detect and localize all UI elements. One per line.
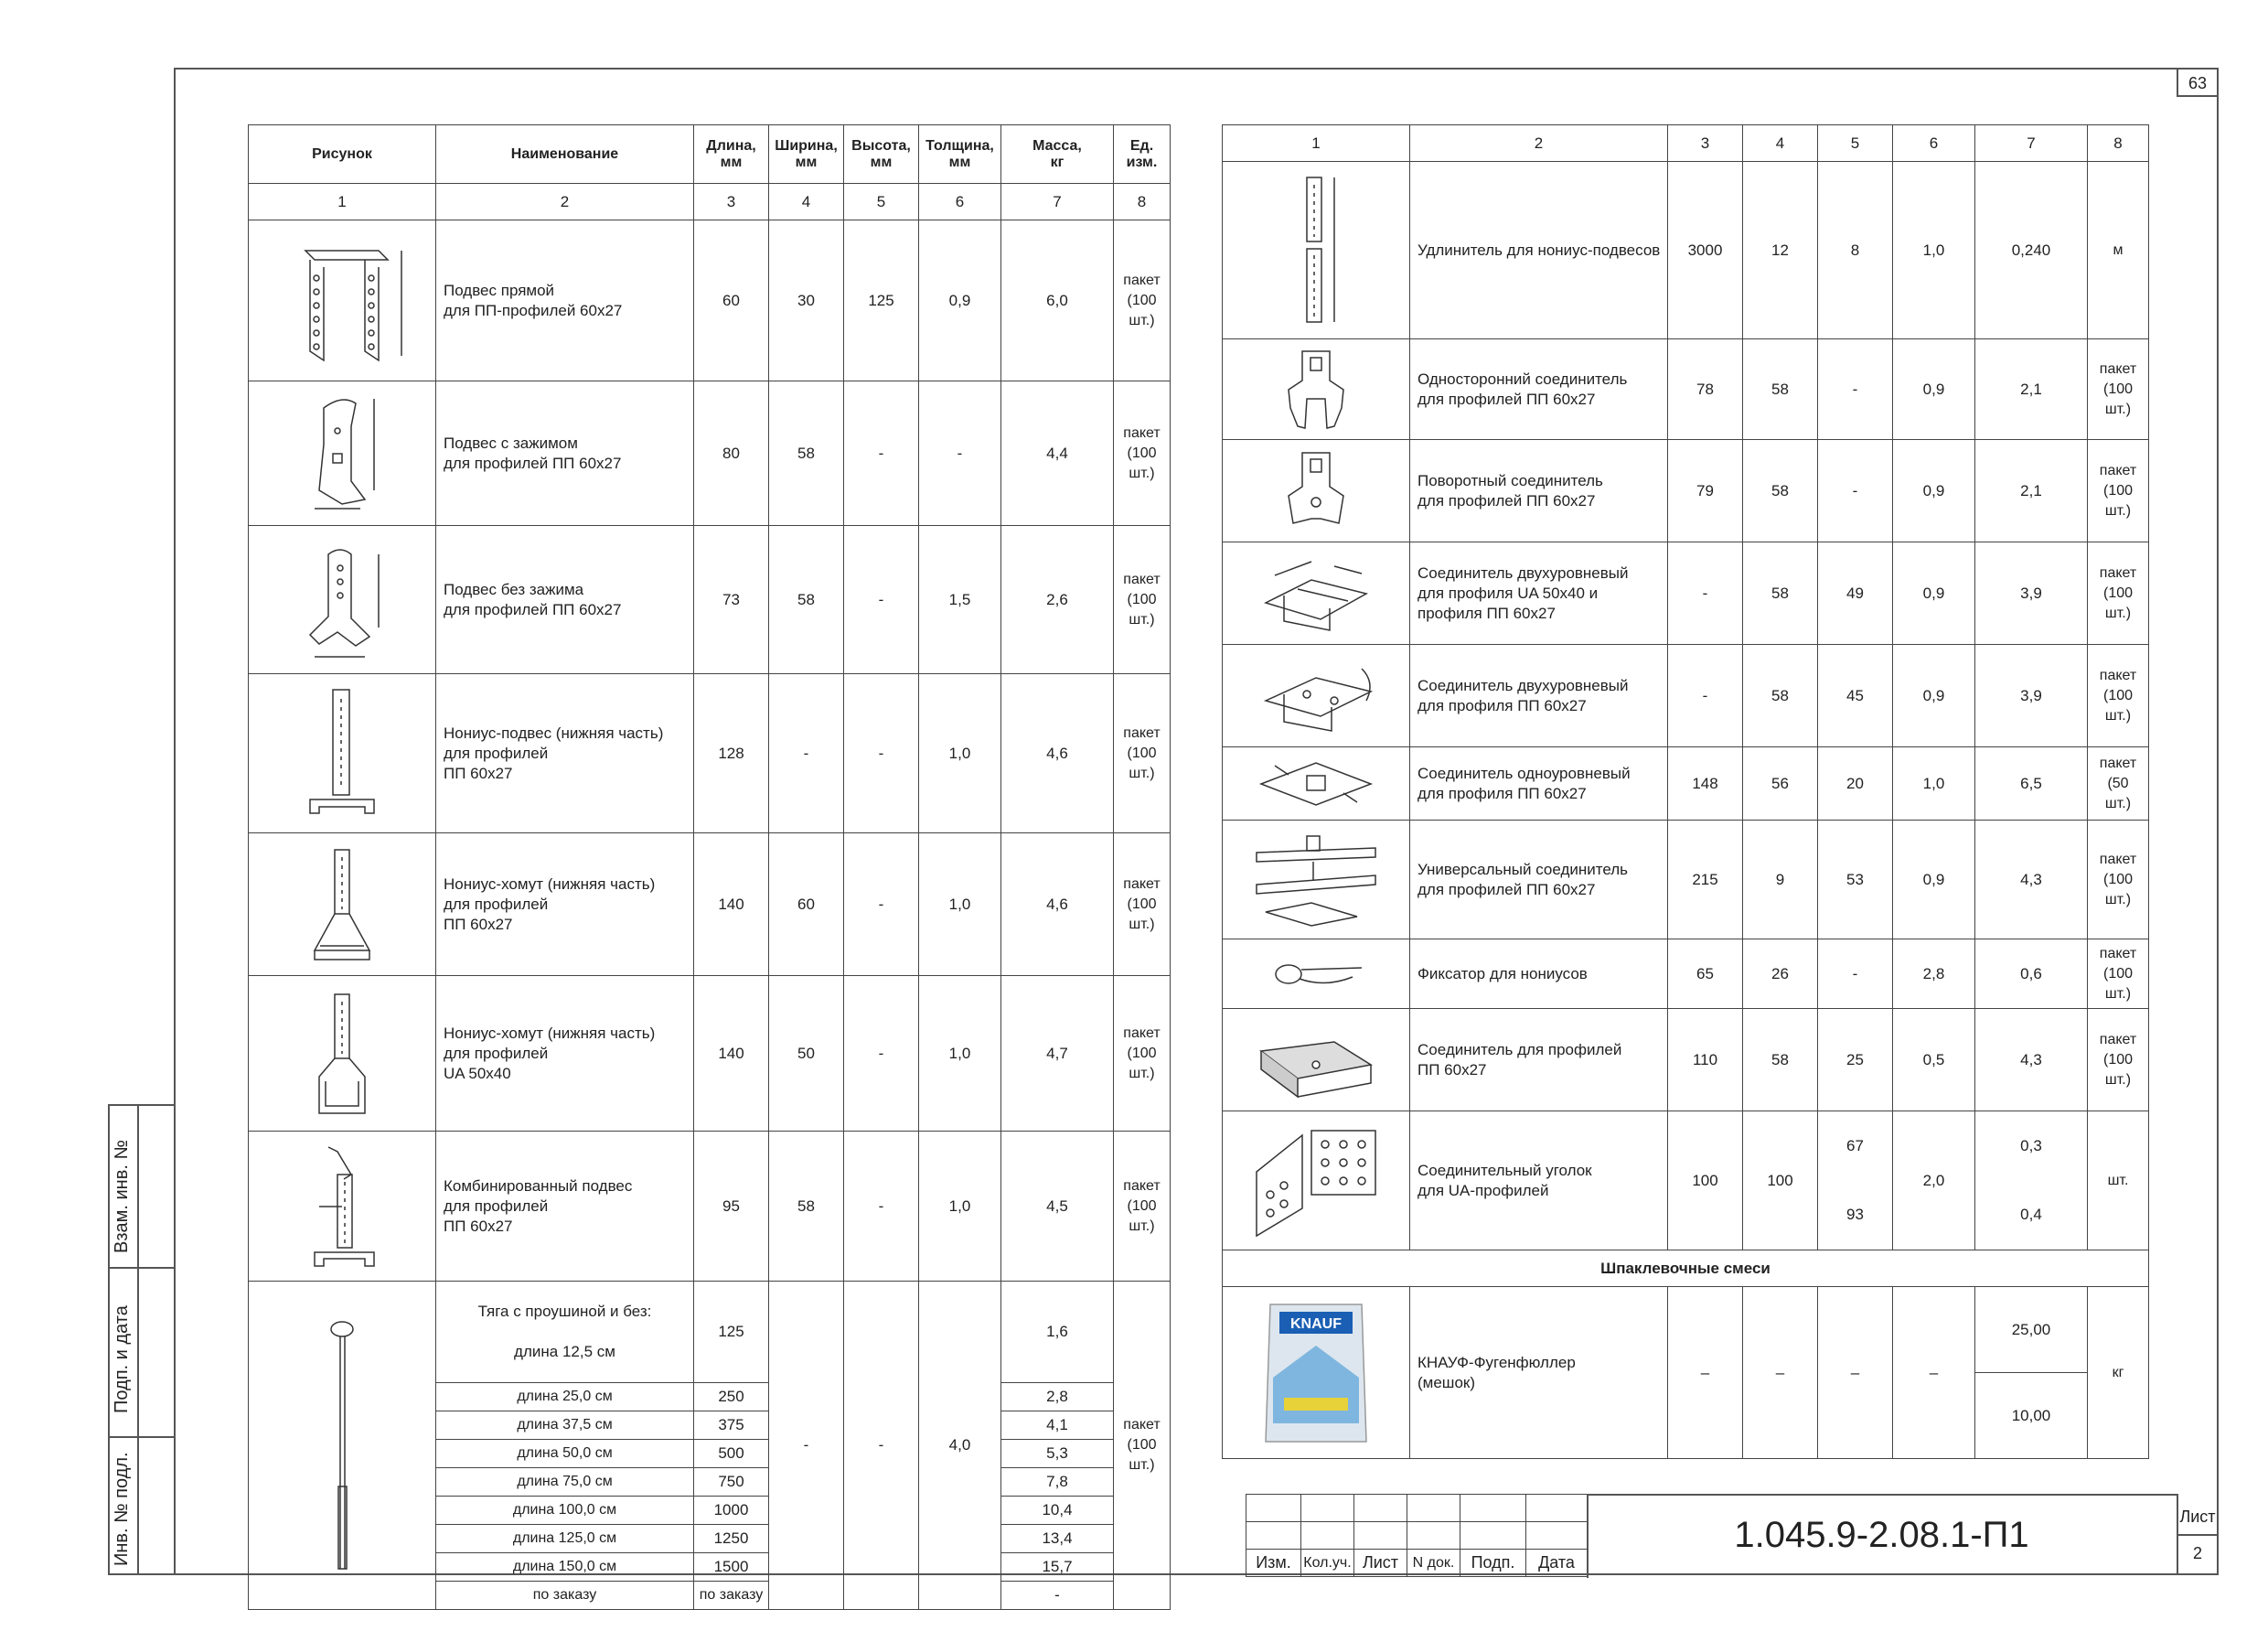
item-height: - — [844, 1132, 919, 1282]
table-row — [249, 1282, 1171, 1383]
item-mass: 4,5 — [1001, 1132, 1114, 1282]
direct-hanger-icon — [249, 220, 436, 381]
item-c6: 0,9 — [1893, 542, 1975, 645]
nonius-hanger-icon — [249, 674, 436, 833]
item-unit: пакет (100 шт.) — [1114, 381, 1171, 526]
col-number: 2 — [1410, 125, 1668, 162]
hanger-no-clamp-icon — [249, 526, 436, 674]
col-number: 1 — [1223, 125, 1410, 162]
item-c3: 65 — [1668, 939, 1743, 1009]
rod-item-length: 1500 — [694, 1553, 769, 1582]
col-header-picture: Рисунок — [249, 125, 436, 184]
col-number: 5 — [844, 184, 919, 220]
rod-item-length: 375 — [694, 1411, 769, 1440]
item-c6: 0,9 — [1893, 821, 1975, 939]
item-c4: 56 — [1743, 747, 1818, 821]
rod-item-mass: - — [1001, 1582, 1114, 1610]
item-c6: 0,5 — [1893, 1009, 1975, 1111]
item-c7: 3,9 — [1975, 542, 2088, 645]
item-unit: пакет (100 шт.) — [1114, 976, 1171, 1132]
item-c5: 53 — [1818, 821, 1893, 939]
item-c8: пакет (100 шт.) — [2088, 821, 2149, 939]
col-header-length: Длина, мм — [694, 125, 769, 184]
table-row — [249, 526, 1171, 674]
rod-height: - — [844, 1282, 919, 1610]
col-header-mass: Масса, кг — [1001, 125, 1114, 184]
item-thickness: - — [919, 381, 1001, 526]
table-row — [1223, 339, 2149, 440]
nonius-clamp-ua-icon — [249, 976, 436, 1132]
title-label-row — [1246, 1550, 1588, 1577]
rod-item-name: по заказу — [436, 1582, 694, 1610]
item-c7: 2,1 — [1975, 440, 2088, 542]
rod-item-length: 1250 — [694, 1525, 769, 1553]
item-width: 58 — [769, 1132, 844, 1282]
item-length: 80 — [694, 381, 769, 526]
item-name: Подвес прямой для ПП-профилей 60х27 — [436, 220, 694, 381]
section-title: Шпаклевочные смеси — [1223, 1250, 2149, 1287]
item-height: - — [844, 526, 919, 674]
nonius-extender-icon — [1223, 162, 1410, 339]
item-c7: 2,1 — [1975, 339, 2088, 440]
item-c3: 78 — [1668, 339, 1743, 440]
item-name: Нониус-подвес (нижняя часть) для профилей ПП 60х27 — [436, 674, 694, 833]
item-c5: - — [1818, 939, 1893, 1009]
col-header-height: Высота, мм — [844, 125, 919, 184]
rod-item-name: длина 125,0 см — [436, 1525, 694, 1553]
item-name: Поворотный соединитель для профилей ПП 60х27 — [1410, 440, 1668, 542]
col-header-thickness: Толщина, мм — [919, 125, 1001, 184]
col-number: 4 — [769, 184, 844, 220]
item-c7b: 0,4 — [1975, 1181, 2088, 1250]
item-c5: 45 — [1818, 645, 1893, 747]
rotary-connector-icon — [1223, 440, 1410, 542]
table-row — [1223, 747, 2149, 821]
item-c8: пакет (100 шт.) — [2088, 939, 2149, 1009]
combined-hanger-icon — [249, 1132, 436, 1282]
item-c5: – — [1818, 1287, 1893, 1459]
item-c3: - — [1668, 542, 1743, 645]
item-c5: 49 — [1818, 542, 1893, 645]
col-number: 4 — [1743, 125, 1818, 162]
item-length: 60 — [694, 220, 769, 381]
col-number: 1 — [249, 184, 436, 220]
tb-label: Изм. — [1246, 1550, 1301, 1577]
item-c6: 0,9 — [1893, 339, 1975, 440]
table-row — [249, 1132, 1171, 1282]
item-c8: м — [2088, 162, 2149, 339]
side-label-orig-inv: Инв. № подл. — [112, 1452, 132, 1566]
item-mass: 4,4 — [1001, 381, 1114, 526]
rod-title: Тяга с проушиной и без: — [477, 1303, 652, 1320]
item-c3: 100 — [1668, 1111, 1743, 1250]
title-block — [1246, 1494, 1588, 1577]
left-table — [248, 124, 1171, 1610]
item-length: 140 — [694, 833, 769, 976]
item-name: Нониус-хомут (нижняя часть) для профилей UA 50х40 — [436, 976, 694, 1132]
item-c5: - — [1818, 339, 1893, 440]
rod-width: - — [769, 1282, 844, 1610]
section-row — [1223, 1250, 2149, 1287]
item-length: 128 — [694, 674, 769, 833]
two-level-connector-icon — [1223, 645, 1410, 747]
item-unit: пакет (100 шт.) — [1114, 674, 1171, 833]
rod-item-mass: 2,8 — [1001, 1383, 1114, 1411]
item-width: 58 — [769, 526, 844, 674]
item-c7a: 25,00 — [1975, 1287, 2088, 1373]
rod-item-mass: 15,7 — [1001, 1553, 1114, 1582]
item-c5: 8 — [1818, 162, 1893, 339]
table-row — [1223, 1287, 2149, 1373]
rod-item-name: длина 100,0 см — [436, 1497, 694, 1525]
item-thickness: 1,0 — [919, 833, 1001, 976]
tb-label: Подп. — [1460, 1550, 1526, 1577]
item-c4: 58 — [1743, 339, 1818, 440]
item-c3: - — [1668, 645, 1743, 747]
item-c6: 1,0 — [1893, 162, 1975, 339]
side-stamp-sep — [108, 1267, 176, 1269]
table-row — [249, 674, 1171, 833]
rod-item-name: длина 37,5 см — [436, 1411, 694, 1440]
rod-unit: пакет (100 шт.) — [1114, 1282, 1171, 1610]
rod-item-mass: 4,1 — [1001, 1411, 1114, 1440]
item-c4: 58 — [1743, 645, 1818, 747]
rod-item-length: 1000 — [694, 1497, 769, 1525]
item-mass: 4,6 — [1001, 674, 1114, 833]
item-width: 30 — [769, 220, 844, 381]
title-grid-row — [1246, 1495, 1588, 1522]
side-label-sign-date: Подп. и дата — [112, 1305, 132, 1413]
item-c8: пакет (100 шт.) — [2088, 1009, 2149, 1111]
item-c6: 2,8 — [1893, 939, 1975, 1009]
rod-item-name: длина 75,0 см — [436, 1468, 694, 1497]
one-sided-connector-icon — [1223, 339, 1410, 440]
rod-item-mass: 5,3 — [1001, 1440, 1114, 1468]
item-unit: пакет (100 шт.) — [1114, 526, 1171, 674]
item-unit: пакет (100 шт.) — [1114, 833, 1171, 976]
item-c8: кг — [2088, 1287, 2149, 1459]
item-c8: шт. — [2088, 1111, 2149, 1250]
item-c4: 100 — [1743, 1111, 1818, 1250]
item-thickness: 1,0 — [919, 1132, 1001, 1282]
item-name: Комбинированный подвес для профилей ПП 60х27 — [436, 1132, 694, 1282]
table-row — [249, 976, 1171, 1132]
item-c7: 0,6 — [1975, 939, 2088, 1009]
item-name: Подвес без зажима для профилей ПП 60х27 — [436, 526, 694, 674]
item-c4: 26 — [1743, 939, 1818, 1009]
table-row — [1223, 162, 2149, 339]
item-name: Соединитель одноуровневый для профиля ПП 60х27 — [1410, 747, 1668, 821]
item-mass: 4,7 — [1001, 976, 1114, 1132]
item-length: 73 — [694, 526, 769, 674]
corner-bracket-icon — [1223, 1111, 1410, 1250]
item-c6: 0,9 — [1893, 645, 1975, 747]
item-length: 140 — [694, 976, 769, 1132]
tb-label: Кол.уч. — [1301, 1550, 1354, 1577]
item-c8: пакет (100 шт.) — [2088, 440, 2149, 542]
item-width: - — [769, 674, 844, 833]
table-row — [1223, 440, 2149, 542]
rod-item-length: 500 — [694, 1440, 769, 1468]
col-header-name: Наименование — [436, 125, 694, 184]
item-c7: 6,5 — [1975, 747, 2088, 821]
col-number-row — [1223, 125, 2149, 162]
item-c5: 20 — [1818, 747, 1893, 821]
item-name: Соединитель для профилей ПП 60х27 — [1410, 1009, 1668, 1111]
item-c7: 0,240 — [1975, 162, 2088, 339]
item-name: Соединительный уголок для UA-профилей — [1410, 1111, 1668, 1250]
clamp-hanger-icon — [249, 381, 436, 526]
document-code: 1.045.9-2.08.1-П1 — [1734, 1515, 2029, 1555]
header-row — [249, 125, 1171, 184]
knauf-logo: KNAUF — [1290, 1315, 1342, 1332]
item-thickness: 1,5 — [919, 526, 1001, 674]
rod-item-mass: 13,4 — [1001, 1525, 1114, 1553]
item-mass: 6,0 — [1001, 220, 1114, 381]
item-c7a: 0,3 — [1975, 1111, 2088, 1181]
item-c8: пакет (50 шт.) — [2088, 747, 2149, 821]
rod-item-mass: 7,8 — [1001, 1468, 1114, 1497]
col-number: 5 — [1818, 125, 1893, 162]
item-c3: 148 — [1668, 747, 1743, 821]
table-row — [1223, 1009, 2149, 1111]
rod-item-length: 125 — [694, 1282, 769, 1383]
item-name: Удлинитель для нониус-подвесов — [1410, 162, 1668, 339]
table-row — [249, 220, 1171, 381]
col-number: 6 — [1893, 125, 1975, 162]
item-c4: 9 — [1743, 821, 1818, 939]
item-c6: 2,0 — [1893, 1111, 1975, 1250]
table-row — [249, 381, 1171, 526]
rod-item-mass: 10,4 — [1001, 1497, 1114, 1525]
rod-title-cell — [436, 1282, 694, 1383]
tb-label: Лист — [1354, 1550, 1407, 1577]
item-c5b: 93 — [1818, 1181, 1893, 1250]
col-number: 3 — [1668, 125, 1743, 162]
col-number: 3 — [694, 184, 769, 220]
item-name: Соединитель двухуровневый для профиля ПП 60х27 — [1410, 645, 1668, 747]
item-name: Соединитель двухуровневый для профиля UA 50х40 и профиля ПП 60х27 — [1410, 542, 1668, 645]
item-thickness: 1,0 — [919, 976, 1001, 1132]
col-header-width: Ширина, мм — [769, 125, 844, 184]
item-c7: 3,9 — [1975, 645, 2088, 747]
item-c3: 79 — [1668, 440, 1743, 542]
item-c4: 58 — [1743, 542, 1818, 645]
item-mass: 2,6 — [1001, 526, 1114, 674]
item-c3: 3000 — [1668, 162, 1743, 339]
rod-item-length: 250 — [694, 1383, 769, 1411]
rod-item-name: длина 25,0 см — [436, 1383, 694, 1411]
col-number-row — [249, 184, 1171, 220]
col-number: 8 — [2088, 125, 2149, 162]
table-row — [1223, 645, 2149, 747]
rod-item-name: длина 150,0 см — [436, 1553, 694, 1582]
item-name: КНАУФ-Фугенфюллер (мешок) — [1410, 1287, 1668, 1459]
col-number: 6 — [919, 184, 1001, 220]
rod-thickness: 4,0 — [919, 1282, 1001, 1610]
item-height: - — [844, 976, 919, 1132]
knauf-bag-icon — [1223, 1287, 1410, 1459]
item-name: Нониус-хомут (нижняя часть) для профилей ПП 60х27 — [436, 833, 694, 976]
two-level-connector-ua-icon — [1223, 542, 1410, 645]
side-stamp-divider — [137, 1104, 139, 1575]
sheet-sep — [2177, 1534, 2219, 1536]
item-name: Односторонний соединитель для профилей ПП 60х27 — [1410, 339, 1668, 440]
item-height: - — [844, 833, 919, 976]
item-height: - — [844, 674, 919, 833]
item-c8: пакет (100 шт.) — [2088, 542, 2149, 645]
eye-rod-icon — [249, 1282, 436, 1610]
item-unit: пакет (100 шт.) — [1114, 1132, 1171, 1282]
sheet-label: Лист — [2179, 1508, 2216, 1526]
item-thickness: 1,0 — [919, 674, 1001, 833]
item-c3: 215 — [1668, 821, 1743, 939]
item-c4: 58 — [1743, 1009, 1818, 1111]
item-c6: – — [1893, 1287, 1975, 1459]
item-c7: 4,3 — [1975, 1009, 2088, 1111]
side-stamp-sep — [108, 1436, 176, 1438]
item-c3: 110 — [1668, 1009, 1743, 1111]
item-c5: 25 — [1818, 1009, 1893, 1111]
item-c4: 12 — [1743, 162, 1818, 339]
item-c4: – — [1743, 1287, 1818, 1459]
table-row — [1223, 542, 2149, 645]
item-c5a: 67 — [1818, 1111, 1893, 1181]
rod-item-name: длина 12,5 см — [514, 1343, 615, 1360]
item-c6: 0,9 — [1893, 440, 1975, 542]
item-c7b: 10,00 — [1975, 1373, 2088, 1459]
item-width: 60 — [769, 833, 844, 976]
item-mass: 4,6 — [1001, 833, 1114, 976]
table-row — [1223, 939, 2149, 1009]
item-c3: – — [1668, 1287, 1743, 1459]
col-header-unit: Ед. изм. — [1114, 125, 1171, 184]
item-name: Фиксатор для нониусов — [1410, 939, 1668, 1009]
rod-item-length: 750 — [694, 1468, 769, 1497]
item-c4: 58 — [1743, 440, 1818, 542]
right-table — [1222, 124, 2149, 1459]
title-grid-row — [1246, 1522, 1588, 1550]
item-width: 50 — [769, 976, 844, 1132]
item-name: Подвес с зажимом для профилей ПП 60х27 — [436, 381, 694, 526]
col-number: 8 — [1114, 184, 1171, 220]
item-height: 125 — [844, 220, 919, 381]
rod-item-name: длина 50,0 см — [436, 1440, 694, 1468]
nonius-clamp-icon — [249, 833, 436, 976]
item-c5: - — [1818, 440, 1893, 542]
item-name: Универсальный соединитель для профилей ПП 60х27 — [1410, 821, 1668, 939]
side-label-replaced-inv: Взам. инв. № — [112, 1140, 132, 1253]
item-c6: 1,0 — [1893, 747, 1975, 821]
tb-label: Дата — [1526, 1550, 1588, 1577]
page-number: 63 — [2177, 68, 2219, 97]
item-width: 58 — [769, 381, 844, 526]
tb-label: N док. — [1407, 1550, 1460, 1577]
rod-item-length: по заказу — [694, 1582, 769, 1610]
col-number: 7 — [1001, 184, 1114, 220]
sheet-number: 2 — [2192, 1544, 2202, 1562]
rod-item-mass: 1,6 — [1001, 1282, 1114, 1383]
item-c8: пакет (100 шт.) — [2088, 339, 2149, 440]
table-row — [249, 833, 1171, 976]
item-height: - — [844, 381, 919, 526]
profile-connector-icon — [1223, 1009, 1410, 1111]
nonius-retainer-icon — [1223, 939, 1410, 1009]
item-unit: пакет (100 шт.) — [1114, 220, 1171, 381]
item-c7: 4,3 — [1975, 821, 2088, 939]
item-c8: пакет (100 шт.) — [2088, 645, 2149, 747]
col-number: 7 — [1975, 125, 2088, 162]
item-thickness: 0,9 — [919, 220, 1001, 381]
one-level-connector-icon — [1223, 747, 1410, 821]
table-row — [1223, 1111, 2149, 1181]
item-length: 95 — [694, 1132, 769, 1282]
universal-connector-icon — [1223, 821, 1410, 939]
col-number: 2 — [436, 184, 694, 220]
table-row — [1223, 821, 2149, 939]
